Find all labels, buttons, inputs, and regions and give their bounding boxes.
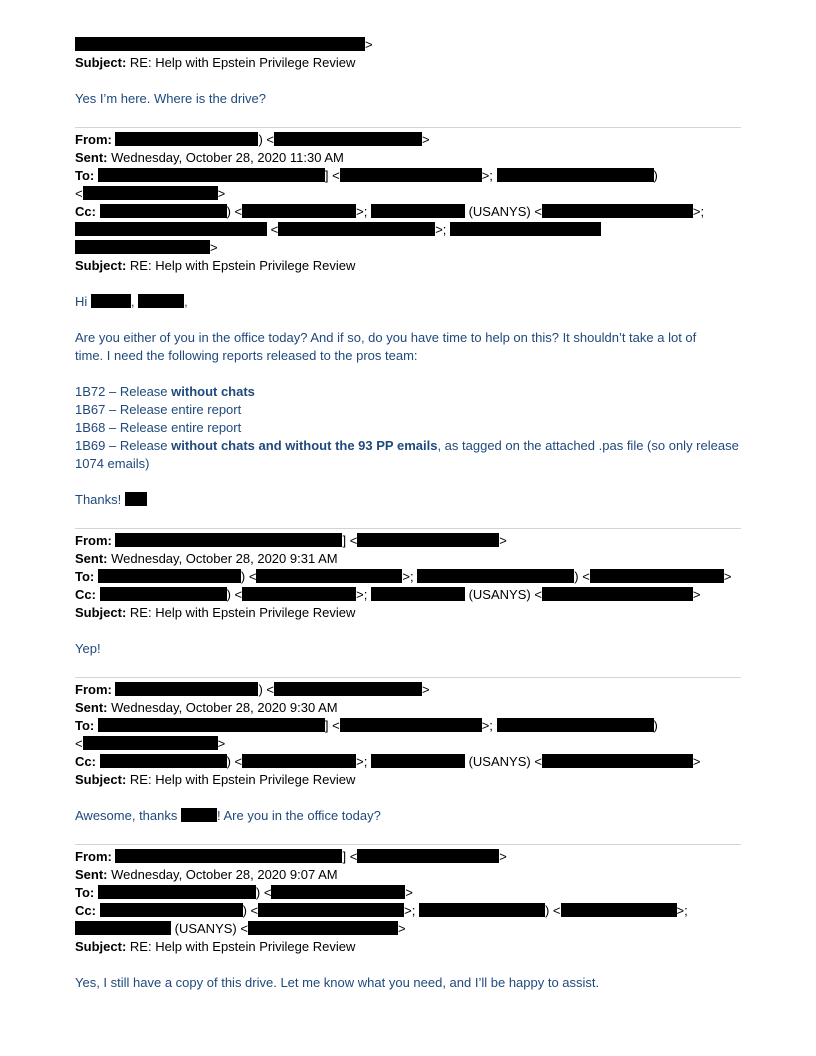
redaction xyxy=(242,587,356,601)
redaction xyxy=(115,682,258,696)
redaction xyxy=(75,240,210,254)
redaction xyxy=(138,294,184,308)
list-item: 1B69 – Release without chats and without the 93 PP emails, as tagged on the attached .pas file (so only release xyxy=(75,438,739,453)
email4-body: Awesome, thanks ! Are you in the office today? xyxy=(75,808,381,823)
redaction xyxy=(248,921,398,935)
email5-from: From: ] < > xyxy=(75,849,507,864)
email4-cc: Cc: ) < >; (USANYS) < > xyxy=(75,754,701,769)
redaction xyxy=(258,903,404,917)
list-item: 1B72 – Release without chats xyxy=(75,384,255,399)
redaction xyxy=(357,849,499,863)
email4-subject: Subject: RE: Help with Epstein Privilege Review xyxy=(75,772,356,787)
email2-thanks: Thanks! xyxy=(75,491,147,509)
email3-subject: Subject: RE: Help with Epstein Privilege Review xyxy=(75,605,356,620)
email1-header-tail: > xyxy=(75,36,373,54)
separator xyxy=(75,127,741,128)
redaction xyxy=(590,569,724,583)
redaction xyxy=(542,587,693,601)
redaction xyxy=(115,132,258,146)
redaction xyxy=(497,718,654,732)
redaction xyxy=(357,533,499,547)
separator xyxy=(75,677,741,678)
email5-body: Yes, I still have a copy of this drive. Let me know what you need, and I’ll be happy to assist. xyxy=(75,975,600,990)
redaction xyxy=(561,903,677,917)
email1-body: Yes I’m here. Where is the drive? xyxy=(75,91,266,106)
redaction xyxy=(371,587,465,601)
redaction xyxy=(100,903,243,917)
redaction xyxy=(542,204,693,218)
redaction xyxy=(271,885,405,899)
email2-greeting: Hi , , xyxy=(75,294,188,309)
redaction xyxy=(419,903,545,917)
email3-body: Yep! xyxy=(75,641,101,656)
redaction xyxy=(371,754,465,768)
email3-cc: Cc: ) < >; (USANYS) < > xyxy=(75,587,701,602)
email2-cc-cont2: > xyxy=(75,239,218,257)
redaction xyxy=(98,168,325,182)
redaction xyxy=(115,849,342,863)
email2-from: From: ) < > xyxy=(75,132,430,147)
email2-subject: Subject: RE: Help with Epstein Privilege Review xyxy=(75,258,356,273)
email5-sent: Sent: Wednesday, October 28, 2020 9:07 AM xyxy=(75,867,338,882)
email5-subject: Subject: RE: Help with Epstein Privilege Review xyxy=(75,939,356,954)
email5-cc-cont: (USANYS) < > xyxy=(75,920,406,938)
redaction xyxy=(274,682,422,696)
email2-to: To: ] < >; ) xyxy=(75,168,658,183)
redaction xyxy=(83,186,218,200)
list-item: 1B67 – Release entire report xyxy=(75,402,242,417)
email3-from: From: ] < > xyxy=(75,533,507,548)
email2-sent: Sent: Wednesday, October 28, 2020 11:30 AM xyxy=(75,150,344,165)
redaction xyxy=(417,569,574,583)
redaction xyxy=(125,492,147,506)
email4-sent: Sent: Wednesday, October 28, 2020 9:30 AM xyxy=(75,700,338,715)
redaction xyxy=(83,736,218,750)
redaction xyxy=(371,204,465,218)
email2-cc: Cc: ) < >; (USANYS) < >; xyxy=(75,204,705,219)
separator xyxy=(75,844,741,845)
email2-para1-line1: Are you either of you in the office today? And if so, do you have time to help on this? It shouldn’t take a lot of xyxy=(75,330,697,345)
redaction xyxy=(340,168,482,182)
redaction xyxy=(181,808,217,822)
redaction xyxy=(100,204,227,218)
redaction xyxy=(274,132,422,146)
redaction xyxy=(98,885,256,899)
redaction xyxy=(242,204,356,218)
redaction xyxy=(98,569,241,583)
email5-to: To: ) < > xyxy=(75,885,414,900)
redaction xyxy=(75,37,365,51)
redaction xyxy=(542,754,693,768)
redaction xyxy=(450,222,601,236)
email2-para1-line2: time. I need the following reports released to the pros team: xyxy=(75,348,418,363)
redaction xyxy=(100,587,227,601)
list-item-cont: 1074 emails) xyxy=(75,456,150,471)
redaction xyxy=(91,294,131,308)
email4-to: To: ] < >; ) xyxy=(75,718,658,733)
redaction xyxy=(242,754,356,768)
redaction xyxy=(100,754,227,768)
email3-sent: Sent: Wednesday, October 28, 2020 9:31 AM xyxy=(75,551,338,566)
email2-cc-cont: < >; xyxy=(75,221,601,239)
email4-to-cont: < > xyxy=(75,736,226,751)
redaction xyxy=(75,921,171,935)
redaction xyxy=(256,569,402,583)
redaction xyxy=(98,718,325,732)
redaction xyxy=(497,168,654,182)
email5-cc: Cc: ) < >; ) < >; xyxy=(75,903,688,918)
email4-from: From: ) < > xyxy=(75,682,430,697)
separator xyxy=(75,528,741,529)
redaction xyxy=(278,222,435,236)
list-item: 1B68 – Release entire report xyxy=(75,420,242,435)
redaction xyxy=(115,533,342,547)
email2-to-cont: < > xyxy=(75,186,226,201)
redaction xyxy=(75,222,267,236)
redaction xyxy=(340,718,482,732)
email3-to: To: ) < >; ) < > xyxy=(75,569,732,584)
email1-subject: Subject: RE: Help with Epstein Privilege Review xyxy=(75,55,356,70)
